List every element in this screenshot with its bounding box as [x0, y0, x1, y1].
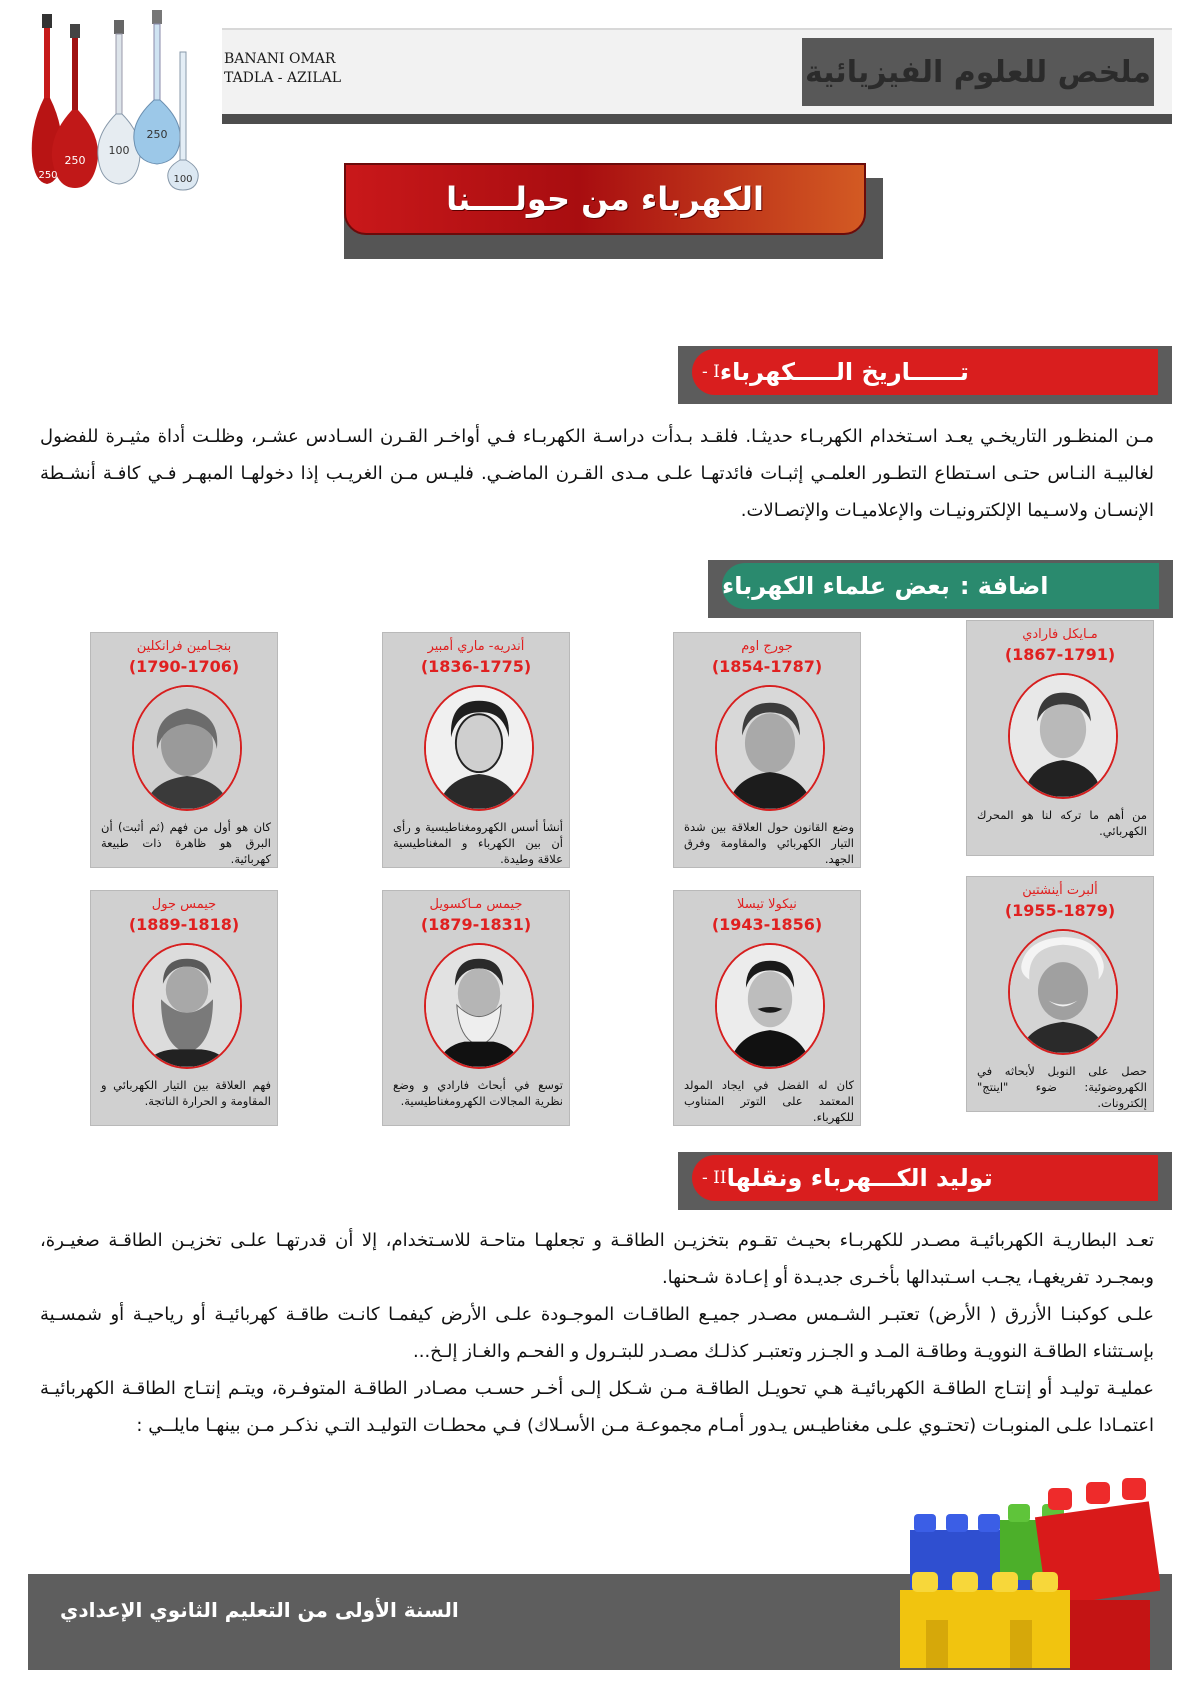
- scientist-description: كان له الفضل في ايجاد المولد المعتمد على التوتر المتناوب للكهرباء.: [684, 1078, 854, 1124]
- portrait-icon: [1008, 673, 1118, 799]
- scientist-name: جيمس مـاكسويل: [429, 897, 523, 912]
- portrait-icon: [424, 943, 534, 1069]
- scientist-years: (1955-1879): [1004, 901, 1116, 920]
- scientist-years: (1836-1775): [420, 657, 532, 676]
- flask-label: 250: [38, 170, 58, 181]
- portrait-icon: [132, 685, 242, 811]
- scientist-card-einstein: [966, 876, 1154, 1112]
- scientist-name: جيمس جول: [151, 897, 217, 912]
- scientist-description: من أهم ما تركه لنا هو المحرك الكهربائي.: [977, 808, 1147, 838]
- subject-label-box: [802, 38, 1154, 106]
- portrait-icon: [715, 943, 825, 1069]
- scientist-card-ohm: [673, 632, 861, 868]
- section-number: II -: [702, 1168, 727, 1188]
- author-location: TADLA - AZILAL: [224, 70, 342, 86]
- section-number: I -: [702, 362, 720, 382]
- author-block: [224, 50, 341, 88]
- scientist-name: أندريه- ماري أمبير: [427, 639, 525, 654]
- scientist-years: (1943-1856): [711, 915, 823, 934]
- portrait-icon: [132, 943, 242, 1069]
- scientist-description: حصل على النوبل لأبحاثه في الكهروضوئية: ضوء "اينتج" إلكترونات.: [977, 1064, 1147, 1110]
- scientist-name: نيكولا تيسلا: [737, 897, 797, 912]
- scientist-card-ampere: [382, 632, 570, 868]
- scientist-description: وضع القانون حول العلاقة بين شدة التيار الكهربائي والمقاومة وفرق الجهد.: [684, 820, 854, 866]
- section-title: توليد الكـــهرباء ونقلها: [726, 1164, 993, 1192]
- scientist-name: مـايكل فارادي: [1022, 627, 1098, 642]
- scientist-name: جورج اوم: [741, 639, 793, 654]
- portrait-icon: [424, 685, 534, 811]
- scientist-description: فهم العلاقة بين التيار الكهربائي و المقاومة و الحرارة الناتجة.: [101, 1078, 271, 1108]
- subject-label: ملخص للعلوم الفيزيائية: [804, 54, 1152, 90]
- scientist-description: أنشأ أسس الكهرومغناطيسية و رأى أن بين الكهرباء و المغناطيسية علاقة وطيدة.: [393, 820, 563, 866]
- scientist-years: (1889-1818): [128, 915, 240, 934]
- scientist-description: توسع في أبحاث فارادي و وضع نظرية المجالات الكهرومغناطيسية.: [393, 1078, 563, 1108]
- flask-label: 100: [173, 174, 193, 185]
- portrait-icon: [1008, 929, 1118, 1055]
- section-prefix: اضافة :: [959, 572, 1049, 600]
- author-name: BANANI OMAR: [224, 51, 336, 67]
- section-header-scientists: [708, 560, 1173, 618]
- scientist-card-franklin: [90, 632, 278, 868]
- generation-paragraph: عمليـة توليـد أو إنتـاج الطاقـة الكهربائيـة هـي تحويـل الطاقـة مـن شـكل إلـى أخـر حسـب مصـادر الطاقـة المتوفـرة، ويتـم إنتـاج الطاقـة الكهربائيـة اعتمـادا علـى المنوبـات (تحتـوي علـى مغناطيـس يـدور أمـام مجموعـة مـن الأسـلاك) فـي محطـات التوليـد التـي نذكـر مـن بينهـا مايلــي :: [40, 1378, 1154, 1436]
- flask-label: 250: [146, 128, 168, 141]
- scientist-years: (1790-1706): [128, 657, 240, 676]
- sun-energy-paragraph: علـى كوكبنـا الأزرق ( الأرض) تعتبـر الشـمس مصـدر جميـع الطاقـات الموجـودة علـى الأرض كيفمـا كانـت طاقـة كهربائيـة أو رياحيـة أو شمسـية بإسـتثناء الطاقـة النوويـة وطاقـة المـد و الجـزر وتعتبـر كذلـك مصـدر للبتـرول و الفحـم والغـاز إلـخ...: [40, 1304, 1154, 1362]
- volumetric-flasks-icon: [28, 6, 228, 194]
- scientist-years: (1854-1787): [711, 657, 823, 676]
- scientist-years: (1867-1791): [1004, 645, 1116, 664]
- scientist-years: (1879-1831): [420, 915, 532, 934]
- portrait-icon: [715, 685, 825, 811]
- page-title-banner: [344, 163, 866, 235]
- footer-level-label: السنة الأولى من التعليم الثانوي الإعدادي: [60, 1598, 459, 1622]
- history-paragraph: مـن المنظـور التاريخـي يعـد اسـتخدام الكهربـاء حديثـا. فلقـد بـدأت دراسـة الكهربـاء فـي أواخـر القـرن السـادس عشـر، وظلـت أداة مثيـرة للفضول لغالبيـة النـاس حتـى اسـتطاع التطـور العلمـي إثبـات فائدتهـا علـى مـدى القـرن الماضـي. فليـس مـن الغريـب إذا دخولهـا المبهـر فـي كافـة أنشـطة الإنسـان ولاسـيما الإلكترونيـات والإعلاميـات والإتصـالات.: [40, 426, 1154, 521]
- section-header-generation: [678, 1152, 1172, 1210]
- section-title: تــــــاريخ الـــــكهرباء: [719, 358, 969, 386]
- generation-text: [40, 1222, 1154, 1444]
- flask-label: 100: [108, 144, 130, 157]
- header-bar: [222, 28, 1172, 124]
- scientist-card-tesla: [673, 890, 861, 1126]
- section-title: بعض علماء الكهرباء: [722, 572, 950, 600]
- scientist-name: بنجـامين فرانكلين: [136, 639, 232, 654]
- scientist-card-maxwell: [382, 890, 570, 1126]
- toy-blocks-icon: [890, 1470, 1160, 1676]
- scientist-card-faraday: [966, 620, 1154, 856]
- scientist-card-joule: [90, 890, 278, 1126]
- page-title: الكهرباء من حولــــنا: [446, 180, 764, 218]
- scientist-name: ألبرت أينشتين: [1022, 883, 1098, 898]
- battery-paragraph: تعـد البطاريـة الكهربائيـة مصـدر للكهربـاء بحيـث تقـوم بتخزيـن الطاقـة و تجعلهـا متاحـة للاسـتخدام، إلا أن قدرتهـا علـى تخزيـن الطاقـة صغيـرة، وبمجـرد تفريغهـا، يجـب اسـتبدالها بأخـرى جديـدة أو إعـادة شـحنها.: [40, 1230, 1154, 1288]
- flask-label: 250: [64, 154, 86, 167]
- scientist-description: كان هو أول من فهم (ثم أثبت) أن البرق هو ظاهرة ذات طبيعة كهربائية.: [101, 820, 271, 866]
- section-header-history: [678, 346, 1172, 404]
